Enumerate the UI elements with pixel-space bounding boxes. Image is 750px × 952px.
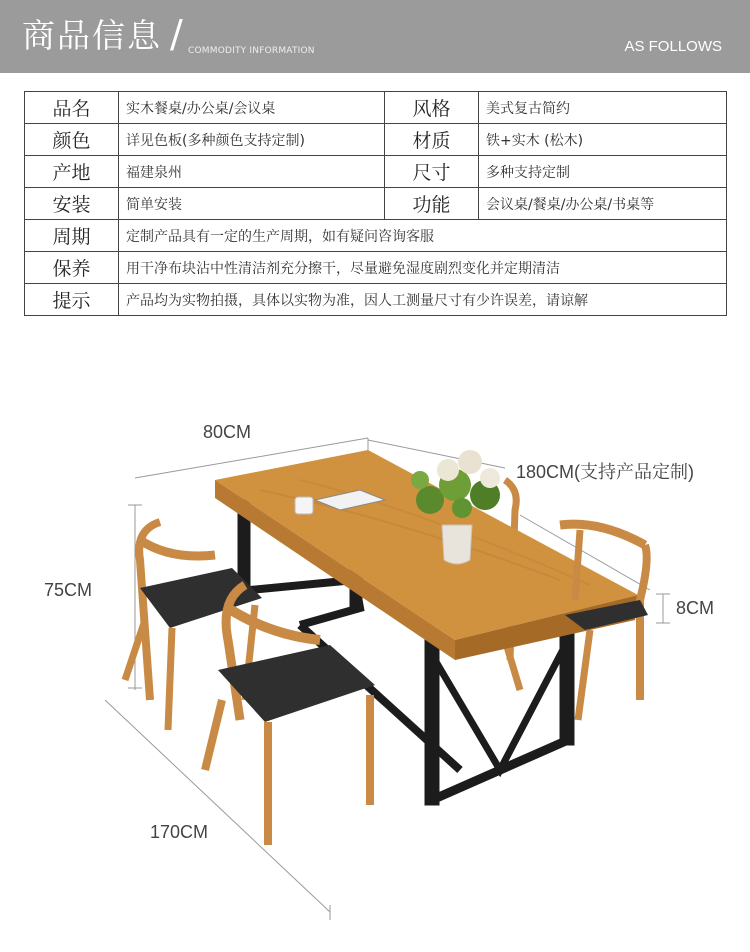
section-right-label: AS FOLLOWS	[624, 38, 722, 55]
spec-key: 提示	[25, 284, 119, 316]
spec-key: 安装	[25, 188, 119, 220]
spec-key: 品名	[25, 92, 119, 124]
spec-key: 功能	[385, 188, 479, 220]
dimension-thickness-label: 8CM	[676, 598, 715, 618]
chair-front-center	[205, 585, 375, 845]
dimension-height-label: 75CM	[44, 580, 93, 600]
dimension-depth-label: 170CM	[150, 822, 209, 842]
spec-value: 福建泉州	[119, 156, 385, 188]
spec-table	[24, 91, 727, 316]
spec-value: 实木餐桌/办公桌/会议桌	[119, 92, 385, 124]
table-row	[25, 188, 727, 220]
spec-value: 铁+实木 (松木)	[479, 124, 727, 156]
spec-value: 定制产品具有一定的生产周期，如有疑问咨询客服	[119, 220, 727, 252]
table-row	[25, 92, 727, 124]
spec-value: 会议桌/餐桌/办公桌/书桌等	[479, 188, 727, 220]
spec-key: 材质	[385, 124, 479, 156]
dimension-width-label: 80CM	[203, 422, 252, 442]
table-row	[25, 124, 727, 156]
table-row	[25, 252, 727, 284]
table-row	[25, 220, 727, 252]
section-title: 商品信息	[22, 16, 162, 55]
spec-key: 保养	[25, 252, 119, 284]
title-slash: /	[170, 12, 183, 56]
spec-value: 简单安装	[119, 188, 385, 220]
product-photo	[0, 340, 750, 952]
spec-key: 产地	[25, 156, 119, 188]
spec-value: 美式复古简约	[479, 92, 727, 124]
spec-key: 风格	[385, 92, 479, 124]
section-subtitle: COMMODITY INFORMATION	[188, 46, 315, 56]
spec-value: 产品均为实物拍摄，具体以实物为准，因人工测量尺寸有少许误差，请谅解	[119, 284, 727, 316]
spec-value: 多种支持定制	[479, 156, 727, 188]
spec-key: 颜色	[25, 124, 119, 156]
spec-value: 详见色板(多种颜色支持定制)	[119, 124, 385, 156]
spec-key: 尺寸	[385, 156, 479, 188]
section-header	[0, 0, 750, 73]
spec-key: 周期	[25, 220, 119, 252]
table-row	[25, 156, 727, 188]
table-row	[25, 284, 727, 316]
dimension-length-label: 180CM(支持产品定制)	[516, 462, 695, 482]
spec-value: 用干净布块沾中性清洁剂充分擦干，尽量避免湿度剧烈变化并定期清洁	[119, 252, 727, 284]
